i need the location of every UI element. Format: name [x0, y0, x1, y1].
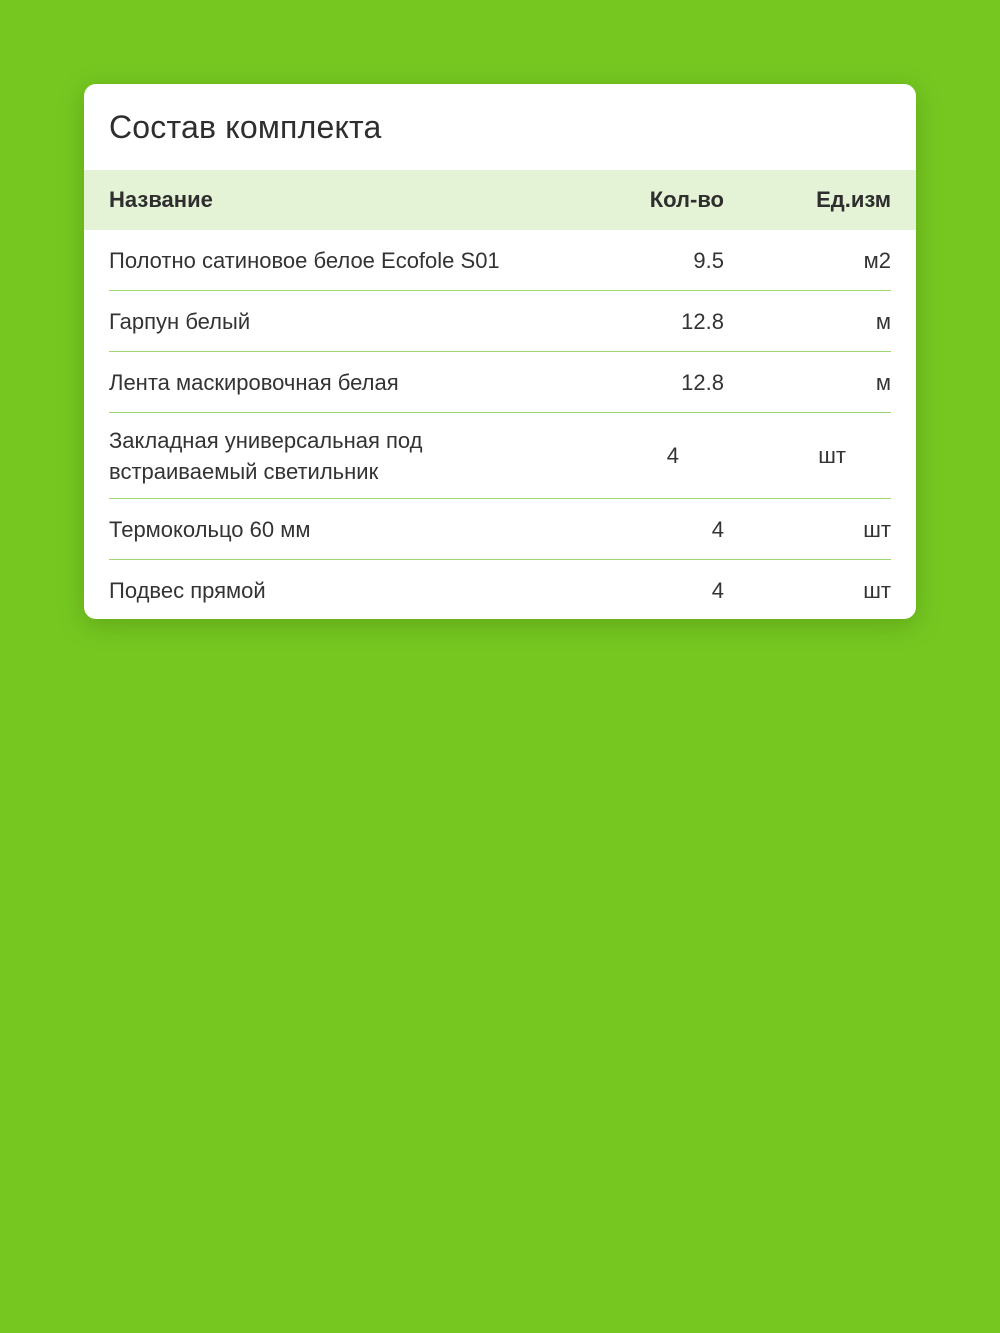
- cell-qty: 4: [711, 516, 724, 542]
- cell-name: Полотно сатиновое белое Ecofole S01: [109, 247, 500, 273]
- table-row: [109, 352, 891, 413]
- table-row: [109, 413, 891, 499]
- cell-unit: м: [875, 308, 891, 334]
- table-row: [109, 291, 891, 352]
- cell-qty: 4: [666, 443, 679, 468]
- kit-contents-card: [84, 84, 916, 619]
- table-row: [109, 499, 891, 560]
- column-header-qty: Кол-во: [649, 187, 724, 212]
- cell-unit: м2: [863, 247, 891, 273]
- table-row: [109, 560, 891, 619]
- column-header-unit: Ед.изм: [816, 187, 891, 212]
- cell-name: Закладная универсальная под встраиваемый светильник: [109, 427, 423, 484]
- column-header-name: Название: [109, 187, 213, 212]
- cell-qty: 9.5: [693, 247, 724, 273]
- table-body: [84, 230, 916, 619]
- cell-qty: 12.8: [681, 369, 724, 395]
- table-header: [84, 170, 916, 230]
- cell-unit: шт: [863, 577, 891, 603]
- cell-qty: 4: [711, 577, 724, 603]
- cell-name: Подвес прямой: [109, 577, 266, 603]
- cell-qty: 12.8: [681, 308, 724, 334]
- cell-name: Термокольцо 60 мм: [109, 516, 311, 542]
- table-row: [109, 230, 891, 291]
- cell-unit: м: [875, 369, 891, 395]
- cell-name: Гарпун белый: [109, 308, 251, 334]
- cell-unit: шт: [863, 516, 891, 542]
- cell-unit: шт: [818, 443, 846, 468]
- card-title: Состав комплекта: [109, 108, 382, 145]
- cell-name: Лента маскировочная белая: [109, 369, 399, 395]
